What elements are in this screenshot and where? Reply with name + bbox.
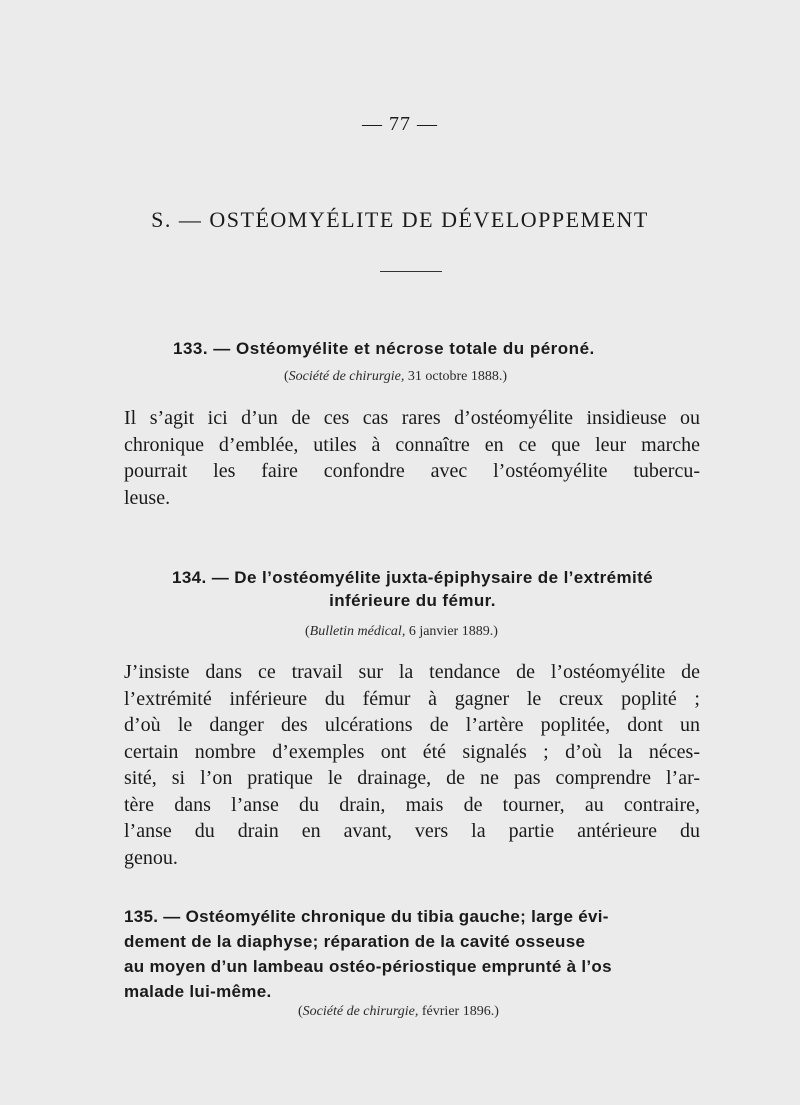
entry-134-line: d’où le danger des ulcérations de l’artère poplitée, dont un [124,714,700,736]
entry-134-body [124,659,700,871]
entry-135-source-journal: Société de chirurgie, [302,1004,419,1019]
entry-133-line: leuse. [124,486,171,509]
entry-135-title-line: au moyen d’un lambeau ostéo-périostique emprunté à l’os [124,957,612,976]
entry-134-line: l’anse du drain en avant, vers la partie antérieure du [124,820,700,842]
entry-133-source-date: 31 octobre 1888. [407,369,503,384]
entry-134-line: l’extrémité inférieure du fémur à gagner le creux poplité ; [124,687,700,710]
entry-134-title-line: inférieure du fémur. [329,591,496,610]
entry-133-title: 133. — Ostéomyélite et nécrose totale du péroné. [173,339,595,358]
section-title: S. — OSTÉOMYÉLITE DE DÉVELOPPEMENT [151,207,649,232]
entry-134-source-date: 6 janvier 1889. [408,624,494,639]
entry-135-title [124,904,704,1004]
section-divider [380,271,442,272]
entry-134-line: genou. [124,846,178,869]
entry-133-body [124,405,700,511]
entry-135-title-line: dement de la diaphyse; réparation de la cavité osseuse [124,932,586,951]
entry-133-source-journal: Société de chirurgie, [288,369,405,384]
entry-134-line: J’insiste dans ce travail sur la tendance de l’ostéomyélite de [124,661,700,683]
entry-135-source-date: février 1896. [421,1004,495,1019]
page-number: — 77 — [362,113,438,135]
entry-135-title-line: 135. — Ostéomyélite chronique du tibia gauche; large évi- [124,907,609,926]
entry-133-source: (Société de chirurgie, 31 octobre 1888.) [284,369,508,384]
entry-134-line: certain nombre d’exemples ont été signalés ; d’où la néces- [124,740,700,763]
entry-133-line: Il s’agit ici d’un de ces cas rares d’ostéomyélite insidieuse ou [124,407,700,429]
entry-134-source: (Bulletin médical, 6 janvier 1889.) [305,624,498,639]
entry-134-line: sité, si l’on pratique le drainage, de ne pas comprendre l’ar- [124,767,700,789]
entry-133-line: chronique d’emblée, utiles à connaître en ce que leur marche [124,433,700,456]
entry-134-title [120,566,705,612]
entry-134-line: tère dans l’anse du drain, mais de tourner, au contraire, [124,793,700,816]
entry-134-source-journal: Bulletin médical, [309,624,406,639]
entry-135-source: (Société de chirurgie, février 1896.) [298,1004,499,1019]
entry-134-title-line: 134. — De l’ostéomyélite juxta-épiphysaire de l’extrémité [171,568,654,587]
entry-133-line: pourrait les faire confondre avec l’ostéomyélite tubercu- [124,460,700,482]
entry-135-title-line: malade lui-même. [124,982,272,1001]
